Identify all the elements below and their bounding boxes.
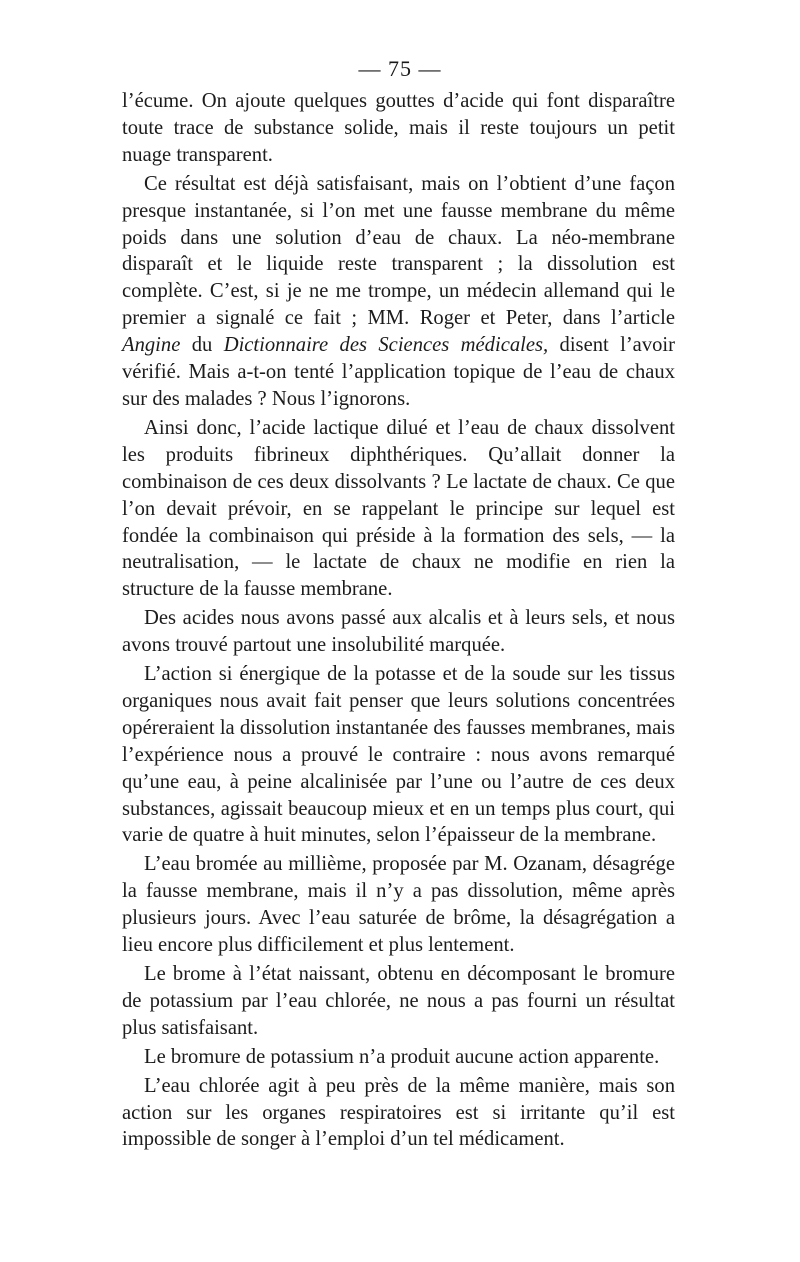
text-segment: Ainsi donc, l’acide lactique dilué et l’eau de chaux dissolvent les produits fibrineux diphthériques. Qu’allait donner la combinaison de ces deux dissolvants ? Le lactate de chaux. Ce que l’on devait prévoir, en se rappelant le principe sur lequel est fondée la combinaison qui préside à la formation des sels, — la neutralisation, — le lactate de chaux ne modifie en rien la structure de la fausse membrane. [122, 416, 675, 601]
text-segment: L’action si énergique de la potasse et de la soude sur les tissus organiques nous avait fait penser que leurs solutions concentrées opéreraient la dissolution instantanée des fausses membranes, mais l’expérience nous a prouvé le contraire : nous avons remarqué qu’une eau, à peine alcalinisée par l’une ou l’autre de ces deux substances, agissait beaucoup mieux et en un temps plus court, qui varie de quatre à huit minutes, selon l’épaisseur de la membrane. [122, 663, 675, 847]
text-segment: L’eau bromée au millième, proposée par M. Ozanam, désagrége la fausse membrane, mais il n’y a pas dissolution, même après plusieurs jours. Avec l’eau saturée de brôme, la désagrégation a lieu encore plus difficilement et plus lentement. [122, 853, 675, 957]
text-segment: L’eau chlorée agit à peu près de la même manière, mais son action sur les organes respiratoires est si irritante qu’il est impossible de songer à l’emploi d’un tel médicament. [122, 1074, 675, 1151]
text-segment: l’écume. On ajoute quelques gouttes d’acide qui font disparaître toute trace de substance solide, mais il reste toujours un petit nuage transparent. [122, 90, 675, 166]
italic-text: Angine [122, 334, 181, 357]
paragraph [122, 661, 675, 849]
text-segment: disent l’avoir vérifié. Mais a-t-on tenté l’application topique de l’eau de chaux sur des malades ? Nous l’ignorons. [122, 334, 675, 410]
body-text [122, 88, 675, 1155]
italic-text: Dictionnaire des Sciences médicales, [223, 334, 549, 357]
paragraph [122, 415, 675, 603]
text-segment: du [180, 334, 224, 357]
text-segment: Ce résultat est déjà satisfaisant, mais on l’obtient d’une façon presque instantanée, si l’on met une fausse membrane du même poids dans une solution d’eau de chaux. La néo-membrane disparaît et le liquide reste transparent ; la dissolution est complète. C’est, si je ne me trompe, un médecin allemand qui le premier a signalé ce fait ; MM. Roger et Peter, dans l’article [122, 172, 675, 330]
text-segment: Le bromure de potassium n’a produit aucune action apparente. [144, 1045, 660, 1068]
paragraph [122, 851, 675, 959]
paragraph [122, 961, 675, 1042]
paragraph [122, 605, 675, 659]
text-segment: Des acides nous avons passé aux alcalis et à leurs sels, et nous avons trouvé partout une insolubilité marquée. [122, 607, 675, 657]
page-number: — 75 — [358, 56, 442, 81]
paragraph [122, 1044, 675, 1071]
paragraph [122, 1073, 675, 1154]
text-segment: Le brome à l’état naissant, obtenu en décomposant le bromure de potassium par l’eau chlorée, ne nous a pas fourni un résultat plus satisfaisant. [122, 963, 675, 1039]
paragraph [122, 171, 675, 413]
paragraph [122, 88, 675, 169]
